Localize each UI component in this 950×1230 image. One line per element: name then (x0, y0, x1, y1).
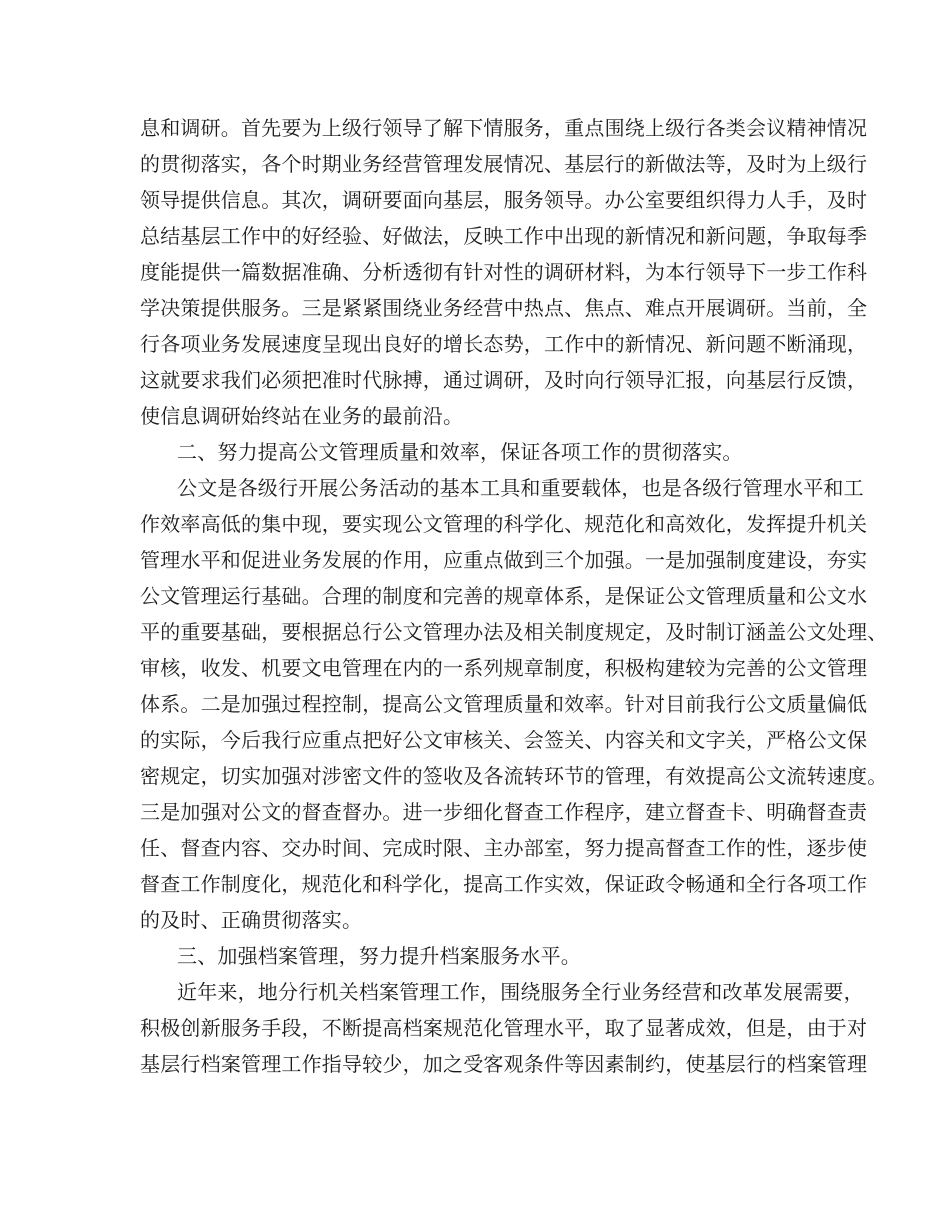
text-line: 密规定，切实加强对涉密文件的签收及各流转环节的管理，有效提高公文流转速度。 (140, 764, 888, 788)
text-line: 体系。二是加强过程控制，提高公文管理质量和效率。针对目前我行公文质量偏低 (140, 692, 868, 716)
text-line: 的贯彻落实，各个时期业务经营管理发展情况、基层行的新做法等，及时为上级行 (140, 152, 868, 176)
text-line: 行各项业务发展速度呈现出良好的增长态势，工作中的新情况、新问题不断涌现， (140, 332, 868, 356)
text-line: 基层行档案管理工作指导较少，加之受客观条件等因素制约，使基层行的档案管理 (140, 1052, 868, 1076)
text-line: 积极创新服务手段，不断提高档案规范化管理水平，取了显著成效，但是，由于对 (140, 1016, 868, 1040)
text-line: 使信息调研始终站在业务的最前沿。 (140, 404, 464, 428)
text-line: 这就要求我们必须把准时代脉搏，通过调研，及时向行领导汇报，向基层行反馈， (140, 368, 868, 392)
text-line: 作效率高低的集中现，要实现公文管理的科学化、规范化和高效化，发挥提升机关 (140, 512, 868, 536)
text-line: 三是加强对公文的督查督办。进一步细化督查工作程序，建立督查卡、明确督查责 (140, 800, 868, 824)
text-line: 总结基层工作中的好经验、好做法，反映工作中出现的新情况和新问题，争取每季 (140, 224, 868, 248)
text-line: 的及时、正确贯彻落实。 (140, 908, 363, 932)
text-line: 督查工作制度化，规范化和科学化，提高工作实效，保证政令畅通和全行各项工作 (140, 872, 868, 896)
text-line: 息和调研。首先要为上级行领导了解下情服务，重点围绕上级行各类会议精神情况 (140, 116, 868, 140)
text-line: 任、督查内容、交办时间、完成时限、主办部室，努力提高督查工作的性，逐步使 (140, 836, 868, 860)
text-line: 平的重要基础，要根据总行公文管理办法及相关制度规定，及时制订涵盖公文处理、 (140, 620, 888, 644)
text-line: 审核，收发、机要文电管理在内的一系列规章制度，积极构建较为完善的公文管理 (140, 656, 868, 680)
paragraph-first-line: 近年来，地分行机关档案管理工作，围绕服务全行业务经营和改革发展需要， (177, 980, 864, 1004)
text-line: 学决策提供服务。三是紧紧围绕业务经营中热点、焦点、难点开展调研。当前，全 (140, 296, 868, 320)
text-line: 度能提供一篇数据准确、分析透彻有针对性的调研材料，为本行领导下一步工作科 (140, 260, 868, 284)
text-line: 管理水平和促进业务发展的作用，应重点做到三个加强。一是加强制度建设，夯实 (140, 548, 868, 572)
section-heading: 三、加强档案管理，努力提升档案服务水平。 (177, 944, 581, 968)
text-line: 公文管理运行基础。合理的制度和完善的规章体系，是保证公文管理质量和公文水 (140, 584, 868, 608)
section-heading: 二、努力提高公文管理质量和效率，保证各项工作的贯彻落实。 (177, 440, 743, 464)
paragraph-first-line: 公文是各级行开展公务活动的基本工具和重要载体，也是各级行管理水平和工 (177, 476, 864, 500)
text-line: 领导提供信息。其次，调研要面向基层，服务领导。办公室要组织得力人手，及时 (140, 188, 868, 212)
text-line: 的实际，今后我行应重点把好公文审核关、会签关、内容关和文字关，严格公文保 (140, 728, 868, 752)
